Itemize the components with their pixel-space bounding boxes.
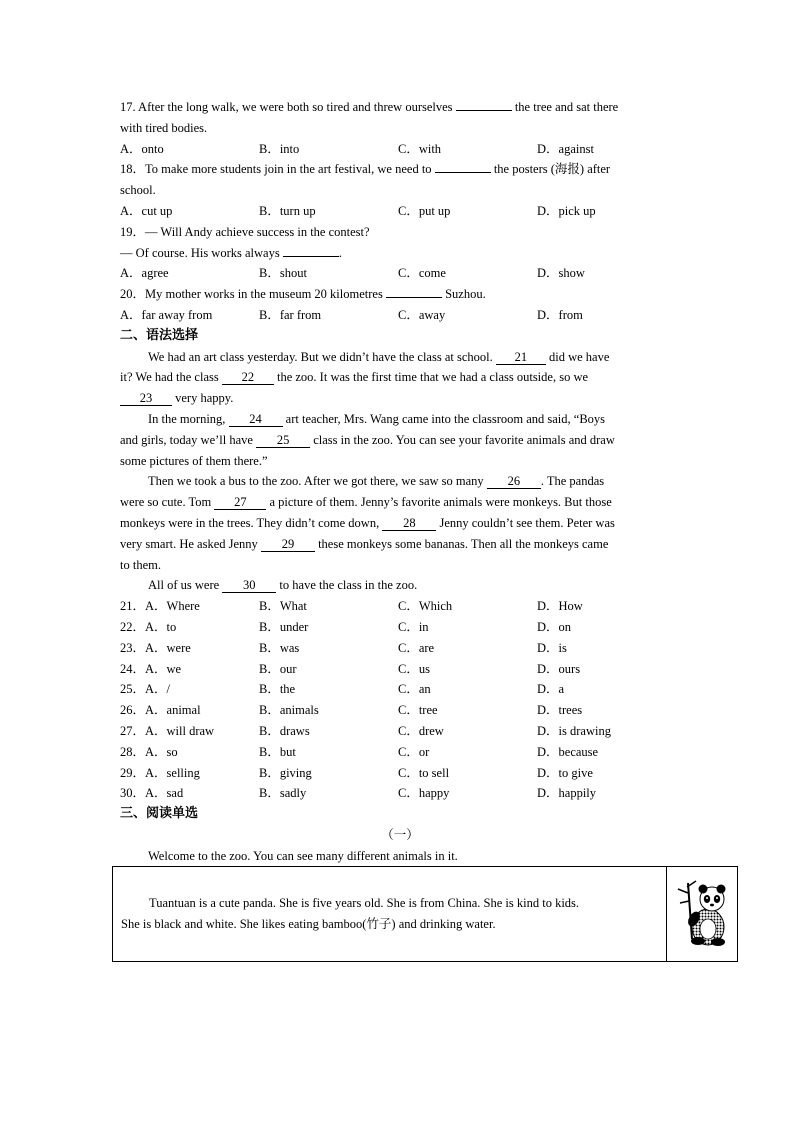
blank-21: 21: [496, 351, 546, 365]
blank-26: 26: [487, 475, 541, 489]
q18-options: [120, 201, 680, 222]
box-line: She is black and white. She likes eating bamboo(竹子) and drinking water.: [121, 916, 496, 931]
q19-options: [120, 263, 680, 284]
blank-25: 25: [256, 434, 310, 448]
passage-line: We had an art class yesterday. But we didn’t have the class at school. 21 did we have: [148, 349, 610, 364]
option[interactable]: 23．A．were: [120, 640, 191, 655]
q17-options: [120, 139, 680, 160]
panda-image-cell: [667, 867, 737, 961]
option[interactable]: D．ours: [537, 661, 581, 676]
passage-line: very smart. He asked Jenny 29 these monkeys some bananas. Then all the monkeys came: [120, 536, 609, 551]
option[interactable]: D．from: [537, 307, 583, 322]
option[interactable]: C．an: [398, 682, 431, 697]
q19-blank: [283, 256, 339, 257]
option[interactable]: C．with: [398, 141, 442, 156]
option[interactable]: D．trees: [537, 703, 583, 718]
part-label: （一）: [381, 827, 419, 842]
option[interactable]: 25．A．/: [120, 682, 171, 697]
option[interactable]: D．is: [537, 640, 567, 655]
passage-line: monkeys were in the trees. They didn’t come down, 28 Jenny couldn’t see them. Peter was: [120, 515, 615, 530]
section-title: 三、阅读单选: [120, 806, 199, 822]
blank-27: 27: [214, 496, 266, 510]
option[interactable]: A．far away from: [120, 307, 213, 322]
option[interactable]: 30．A．sad: [120, 786, 184, 801]
option[interactable]: 22．A．to: [120, 619, 177, 634]
option[interactable]: B．What: [259, 599, 307, 614]
option[interactable]: B．draws: [259, 723, 310, 738]
option[interactable]: B．animals: [259, 703, 319, 718]
panda-icon: [674, 879, 730, 949]
options-row: [120, 783, 680, 804]
option[interactable]: B．giving: [259, 765, 312, 780]
option[interactable]: 28．A．so: [120, 744, 178, 759]
options-row: [120, 700, 680, 721]
option[interactable]: D．happily: [537, 786, 597, 801]
passage-line: to them.: [120, 557, 161, 572]
option[interactable]: D．show: [537, 266, 585, 281]
option[interactable]: C．to sell: [398, 765, 450, 780]
option[interactable]: B．the: [259, 682, 296, 697]
option[interactable]: B．into: [259, 141, 300, 156]
q18-blank: [435, 172, 491, 173]
passage-line: it? We had the class 22 the zoo. It was the first time that we had a class outside, so we: [120, 370, 589, 385]
option[interactable]: B．sadly: [259, 786, 307, 801]
passage-line: some pictures of them there.”: [120, 453, 268, 468]
option[interactable]: C．are: [398, 640, 435, 655]
option[interactable]: B．under: [259, 619, 309, 634]
passage-line: All of us were 30 to have the class in the zoo.: [148, 578, 418, 593]
options-row: [120, 659, 680, 680]
worksheet: [120, 97, 680, 866]
option[interactable]: B．our: [259, 661, 297, 676]
option[interactable]: B．but: [259, 744, 296, 759]
option[interactable]: B．shout: [259, 266, 307, 281]
option[interactable]: C．us: [398, 661, 430, 676]
option[interactable]: C．away: [398, 307, 446, 322]
box-line: Tuantuan is a cute panda. She is five years old. She is from China. She is kind to kids.: [149, 896, 580, 910]
options-row: [120, 742, 680, 763]
reading-box-text: [113, 867, 667, 961]
option[interactable]: D．a: [537, 682, 565, 697]
reading-box: [112, 866, 738, 962]
blank-28: 28: [382, 517, 436, 531]
options-row: [120, 721, 680, 742]
option[interactable]: C．or: [398, 744, 430, 759]
option[interactable]: C．drew: [398, 723, 444, 738]
passage-line: In the morning, 24 art teacher, Mrs. Wang came into the classroom and said, “Boys: [148, 411, 606, 426]
option[interactable]: C．come: [398, 266, 446, 281]
passage-line: were so cute. Tom 27 a picture of them. Jenny’s favorite animals were monkeys. But those: [120, 495, 612, 510]
blank-24: 24: [229, 413, 283, 427]
options-row: [120, 596, 680, 617]
passage-line: and girls, today we’ll have 25 class in the zoo. You can see your favorite animals and draw: [120, 432, 615, 447]
options-row: [120, 763, 680, 784]
option[interactable]: 21．A．Where: [120, 599, 200, 614]
option[interactable]: B．far from: [259, 307, 322, 322]
options-row: [120, 679, 680, 700]
option[interactable]: A．onto: [120, 141, 164, 156]
option[interactable]: 29．A．selling: [120, 765, 200, 780]
passage-line: 23 very happy.: [120, 388, 680, 409]
option[interactable]: A．agree: [120, 266, 169, 281]
option[interactable]: 26．A．animal: [120, 703, 201, 718]
option[interactable]: 24．A．we: [120, 661, 182, 676]
option[interactable]: C．Which: [398, 599, 453, 614]
option[interactable]: C．in: [398, 619, 429, 634]
option[interactable]: D．against: [537, 141, 594, 156]
option[interactable]: D．How: [537, 599, 583, 614]
option[interactable]: D．because: [537, 744, 599, 759]
passage-line: Then we took a bus to the zoo. After we got there, we saw so many 26 . The pandas: [148, 474, 605, 489]
option[interactable]: C．happy: [398, 786, 450, 801]
option[interactable]: D．on: [537, 619, 572, 634]
q17-stem-cont: with tired bodies.: [120, 120, 208, 135]
blank-30: 30: [222, 579, 276, 593]
option[interactable]: A．cut up: [120, 203, 173, 218]
q19-stem-cont: — Of course. His works always .: [120, 245, 342, 260]
option[interactable]: B．turn up: [259, 203, 316, 218]
option[interactable]: D．is drawing: [537, 723, 611, 738]
option[interactable]: C．tree: [398, 703, 438, 718]
option[interactable]: D．pick up: [537, 203, 596, 218]
blank-23: 23: [120, 392, 172, 406]
q18-stem-cont: school.: [120, 183, 156, 198]
q18-stem: 18．To make more students join in the art festival, we need to the posters (海报) after: [120, 162, 611, 177]
option[interactable]: C．put up: [398, 203, 451, 218]
q20-stem: 20．My mother works in the museum 20 kilometres Suzhou.: [120, 287, 486, 302]
options-row: [120, 638, 680, 659]
blank-29: 29: [261, 538, 315, 552]
options-row: [120, 617, 680, 638]
q20-blank: [386, 297, 442, 298]
q19-stem: 19．— Will Andy achieve success in the contest?: [120, 224, 370, 239]
option[interactable]: D．to give: [537, 765, 593, 780]
blank-22: 22: [222, 371, 274, 385]
option[interactable]: B．was: [259, 640, 300, 655]
option[interactable]: 27．A．will draw: [120, 723, 215, 738]
q17-blank: [456, 110, 512, 111]
section-title: 二、语法选择: [120, 327, 199, 343]
reading-intro: Welcome to the zoo. You can see many different animals in it.: [148, 848, 458, 863]
q17-stem: 17. After the long walk, we were both so tired and threw ourselves the tree and sat there: [120, 100, 619, 114]
q20-options: [120, 305, 680, 326]
